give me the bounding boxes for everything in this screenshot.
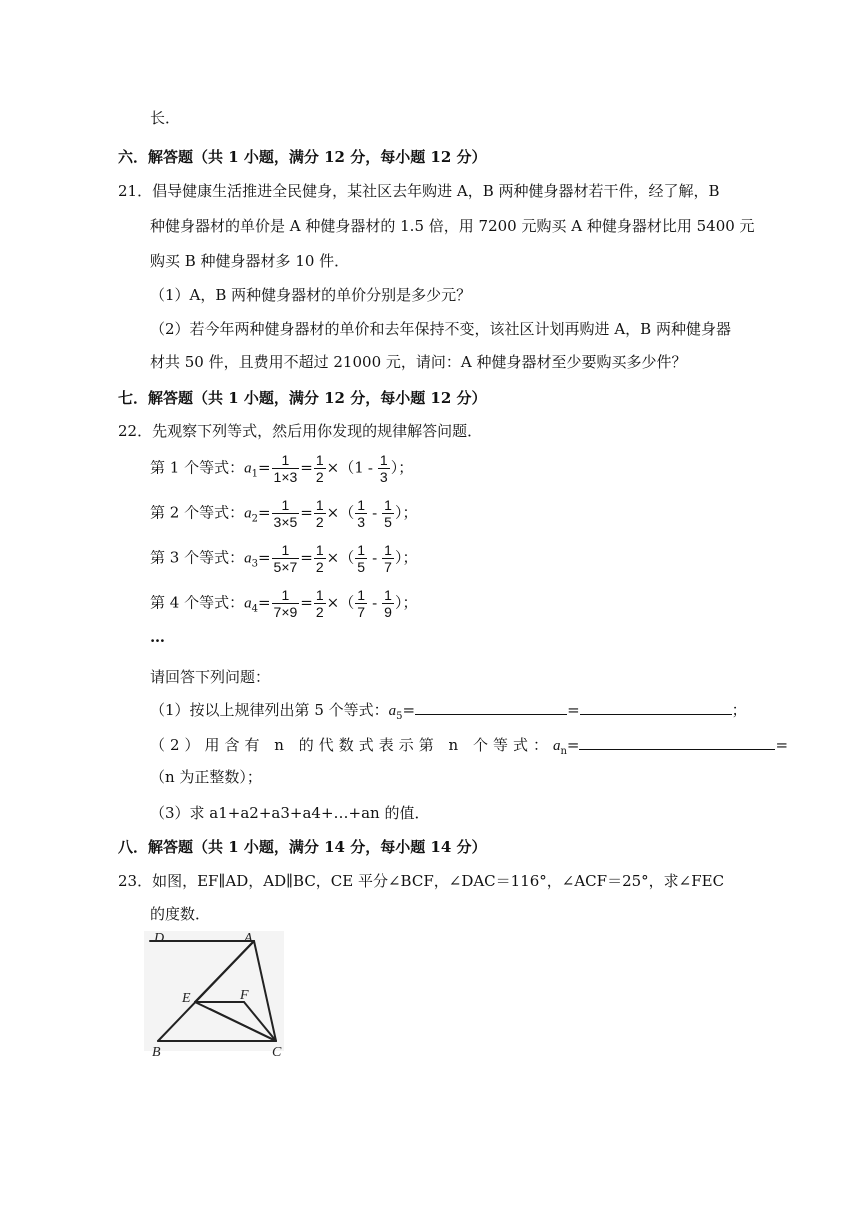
denominator: 5: [357, 559, 366, 575]
term-index: 2: [251, 513, 258, 525]
minus-sign: -: [372, 593, 378, 612]
q21-part-2-line-2: 材共 50 件，且费用不超过 21000 元，请问：A 种健身器材至少要购买多少件？: [150, 353, 687, 371]
denominator: 7: [357, 604, 366, 620]
equation-prefix: 第 3 个等式：: [150, 548, 245, 567]
sequence-term: a: [388, 703, 397, 719]
fraction: [382, 497, 394, 530]
sequence-term: a: [244, 595, 252, 612]
section-8-heading: 八．解答题（共 1 小题，满分 14 分，每小题 14 分）: [118, 838, 487, 856]
sequence-term: a: [552, 738, 561, 754]
denominator: 1×3: [273, 469, 298, 485]
q21-part-2-line-1: （2）若今年两种健身器材的单价和去年保持不变，该社区计划再购进 A，B 两种健身器: [150, 320, 731, 338]
equals-sign: =: [567, 701, 580, 719]
label-C: C: [272, 1045, 282, 1060]
denominator: 3: [357, 514, 366, 530]
numerator: 1: [272, 542, 300, 559]
term-index: 3: [251, 558, 258, 570]
label-D: D: [154, 931, 165, 946]
equals-sign: =: [775, 736, 789, 754]
label-E: E: [182, 991, 191, 1006]
term-index: 4: [251, 603, 258, 615]
q22-part-2: [150, 735, 788, 762]
term-index: n: [560, 746, 567, 757]
q21-line-1: 21．倡导健康生活推进全民健身，某社区去年购进 A，B 两种健身器材若干件，经了解，B: [118, 182, 720, 200]
equation-prefix: 第 1 个等式：: [150, 458, 245, 477]
left-paren: （: [339, 503, 355, 522]
fraction: [272, 452, 300, 485]
fraction: [314, 587, 326, 620]
equals-sign: =: [566, 736, 580, 754]
times-sign: ×: [326, 593, 340, 612]
denominator: 5: [384, 514, 392, 530]
equals-sign: =: [300, 458, 313, 477]
equation-prefix: 第 4 个等式：: [150, 593, 245, 612]
fraction: [314, 497, 326, 530]
denominator: 3: [379, 469, 388, 485]
numerator: 1: [315, 452, 324, 468]
fraction: [272, 497, 300, 530]
q21-part-1: （1）A，B 两种健身器材的单价分别是多少元？: [150, 286, 472, 304]
previous-answer-tail: 长．: [150, 109, 181, 127]
equals-sign: =: [300, 503, 313, 522]
equals-sign: =: [257, 503, 271, 522]
q22-part-1: [150, 700, 747, 727]
equation-1: [150, 452, 413, 485]
denominator: 7×9: [273, 604, 298, 620]
numerator: 1: [315, 587, 324, 603]
left-paren: （: [339, 458, 355, 477]
fraction: [314, 452, 326, 485]
integer-term: 1: [354, 458, 364, 477]
equation-3: [150, 542, 417, 575]
term-index: 5: [396, 711, 403, 722]
q22-intro: 22．先观察下列等式，然后用你发现的规律解答问题．: [118, 422, 483, 440]
fraction: [355, 542, 367, 575]
label-F: F: [240, 988, 249, 1003]
q23-line-1: 23．如图，EF∥AD，AD∥BC，CE 平分∠BCF，∠DAC＝116°，∠ACF＝25°，求∠FEC: [118, 872, 725, 890]
line-end: ；: [731, 701, 747, 719]
right-paren: ）；: [394, 548, 418, 567]
numerator: 1: [272, 587, 300, 604]
numerator: 1: [315, 542, 324, 558]
fraction: [272, 587, 300, 620]
times-sign: ×: [326, 458, 340, 477]
denominator: 2: [315, 514, 324, 530]
denominator: 9: [384, 604, 392, 620]
left-paren: （: [339, 593, 355, 612]
sequence-term: a: [244, 505, 252, 522]
numerator: 1: [384, 497, 392, 513]
minus-sign: -: [372, 548, 378, 567]
right-paren: ）；: [394, 503, 418, 522]
equals-sign: =: [402, 701, 416, 719]
numerator: 1: [357, 497, 366, 513]
numerator: 1: [384, 587, 392, 603]
minus-sign: -: [367, 458, 373, 477]
equation-4: [150, 587, 417, 620]
numerator: 1: [379, 452, 388, 468]
q23-line-2: 的度数．: [150, 905, 211, 923]
section-6-heading: 六．解答题（共 1 小题，满分 12 分，每小题 12 分）: [118, 148, 487, 166]
minus-sign: -: [372, 503, 378, 522]
part-1-prefix: （1）按以上规律列出第 5 个等式：: [150, 701, 389, 719]
equals-sign: =: [300, 593, 313, 612]
answer-blank-2[interactable]: [580, 700, 732, 715]
fraction: [382, 542, 394, 575]
label-B: B: [152, 1045, 161, 1060]
numerator: 1: [384, 542, 392, 558]
numerator: 1: [357, 587, 366, 603]
equals-sign: =: [257, 458, 271, 477]
fraction: [355, 497, 367, 530]
fraction: [272, 542, 300, 575]
left-paren: （: [339, 548, 355, 567]
fraction: [378, 452, 390, 485]
sequence-term: a: [244, 550, 252, 567]
q22-ask: 请回答下列问题：: [150, 668, 271, 686]
equals-sign: =: [300, 548, 313, 567]
numerator: 1: [272, 452, 300, 469]
sequence-term: a: [244, 460, 252, 477]
denominator: 2: [315, 559, 324, 575]
answer-blank-3[interactable]: [579, 735, 775, 750]
fraction: [355, 587, 367, 620]
label-A: A: [244, 931, 253, 946]
term-index: 1: [251, 468, 258, 480]
times-sign: ×: [326, 548, 340, 567]
denominator: 2: [315, 604, 324, 620]
q22-part-2-note: （n 为正整数）；: [150, 768, 262, 786]
q21-line-2: 种健身器材的单价是 A 种健身器材的 1.5 倍，用 7200 元购买 A 种健身器材比用 5400 元: [150, 217, 755, 235]
section-7-heading: 七．解答题（共 1 小题，满分 12 分，每小题 12 分）: [118, 389, 487, 407]
denominator: 5×7: [273, 559, 298, 575]
fraction: [314, 542, 326, 575]
ellipsis: …: [150, 628, 165, 646]
numerator: 1: [357, 542, 366, 558]
geometry-figure: [140, 925, 300, 1065]
answer-blank-1[interactable]: [415, 700, 567, 715]
denominator: 2: [315, 469, 324, 485]
times-sign: ×: [326, 503, 340, 522]
denominator: 7: [384, 559, 392, 575]
equals-sign: =: [257, 548, 271, 567]
numerator: 1: [272, 497, 300, 514]
fraction: [382, 587, 394, 620]
q22-part-3: （3）求 a1+a2+a3+a4+…+an 的值．: [150, 804, 430, 822]
denominator: 3×5: [273, 514, 298, 530]
equation-2: [150, 497, 417, 530]
equation-prefix: 第 2 个等式：: [150, 503, 245, 522]
right-paren: ）；: [394, 593, 418, 612]
q21-line-3: 购买 B 种健身器材多 10 件．: [150, 252, 350, 270]
right-paren: ）；: [390, 458, 414, 477]
numerator: 1: [315, 497, 324, 513]
equals-sign: =: [257, 593, 271, 612]
part-2-prefix: （2）用含有 n 的代数式表示第 n 个等式：: [150, 736, 553, 754]
